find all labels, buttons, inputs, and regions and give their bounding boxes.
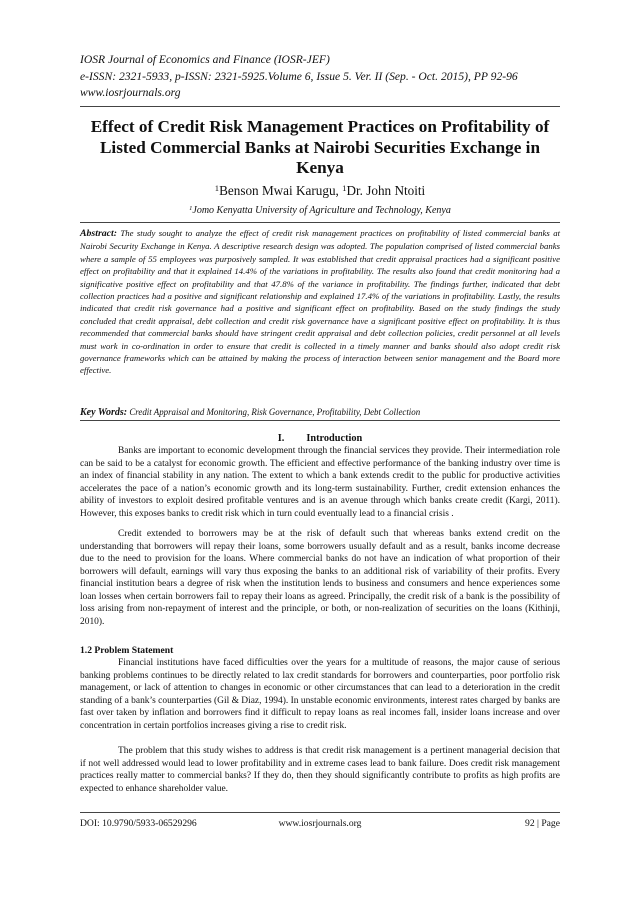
affiliation-line (80, 204, 560, 217)
abstract-bottom-divider (80, 420, 560, 421)
problem-paragraph-1 (80, 657, 560, 732)
section-number: I. (277, 433, 285, 444)
paragraph-text: Financial institutions have faced difficulties over the years for a multitude of reasons, the major cause of serious banking problems continues to be directly related to lax credit standards for borrowers and counterparties, poor portfolio risk management, or lack of attention to changes in economic or other circumstances that can lead to a deterioration in the credit standing of a bank’s counterparties (Gil & Diaz, 1994). In unstable economic environments, interest rates charged by banks are fast over taken by inflation and borrowers find it difficult to repay loans as real incomes fall, insider loans increase and over concentration in certain portfolios increases giving a rise to credit risk. (80, 658, 560, 731)
footer-divider (80, 812, 560, 813)
journal-issn: e-ISSN: 2321-5933, p-ISSN: 2321-5925.Volume 6, Issue 5. Ver. II (Sep. - Oct. 2015), PP 92-96 (80, 69, 518, 83)
keywords-label: Key Words: (80, 407, 128, 418)
affiliation-text: Jomo Kenyatta University of Agriculture and Technology, Kenya (192, 205, 451, 216)
author2-superscript: 1 (342, 183, 347, 194)
paragraph-text: Banks are important to economic development through the financial services they provide. Their intermediation role can be said to be a catalyst for economic growth. The efficient and effective performance of the banking industry over time is an index of financial stability in any nation. The extent to which a bank extends credit to the public for productive activities accelerates the pace of a nation’s economic growth and its long-term sustainability. Further, credit extension enhances the ability of investors to exploit desired profitable ventures and is an avenue through which banks create credit (Kargi, 2011). However, this exposes banks to credit risk which in turn could eventually lead to a financial crisis . (80, 446, 560, 519)
author2-name: Dr. John Ntoiti (346, 183, 426, 198)
subsection-heading: 1.2 Problem Statement (80, 645, 174, 656)
footer-website: www.iosrjournals.org (278, 818, 362, 829)
paragraph-text: The problem that this study wishes to address is that credit risk management is a pertinent managerial decision that if not well addressed would lead to lower profitability and in extreme cases lead to bank failure. Does credit risk management practices really matter to commercial banks? If they do, then they should significantly contribute to profits as high profits are expected to enhance shareholder value. (80, 746, 560, 794)
author1-name: Benson Mwai Karugu, (219, 183, 343, 198)
footer-doi: DOI: 10.9790/5933-06529296 (80, 818, 197, 829)
header-divider (80, 106, 560, 107)
author1-superscript: 1 (214, 183, 220, 194)
paper-title: Effect of Credit Risk Management Practices on Profitability of Listed Commercial Banks at Nairobi Securities Exchange in Kenya (90, 117, 550, 177)
section-heading (80, 432, 560, 445)
keywords-text: Credit Appraisal and Monitoring, Risk Governance, Profitability, Debt Collection (129, 407, 421, 417)
affiliation-superscript: 1 (189, 205, 193, 213)
paragraph-text: Credit extended to borrowers may be at the risk of default such that whereas banks extend credit on the understanding that borrowers will repay their loans, some borrowers usually default and as a result, banks income decrease due to the need to provision for the loans. Where commercial banks do not have an indication of what proportion of their borrowers will default, earnings will vary thus exposing the banks to an additional risk of variability of their profits. Every financial institution bears a degree of risk when the institution lends to business and consumers and hence experiences some loan losses when certain borrowers fail to repay their loans as agreed. Principally, the credit risk of a bank is the possibility of loss arising from non-repayment of interest and the principle, or both, or non-realization of securities on the loans (Kithinji, 2010). (80, 529, 560, 627)
intro-paragraph-1 (80, 445, 560, 520)
abstract-text: The study sought to analyze the effect of credit risk management practices on profitability of listed commercial banks at Nairobi Security Exchange in Kenya. A descriptive research design was adopted. The population comprised of listed commercial banks where a sample of 55 employees was purposively sampled. It was established that credit appraisal practices had a significant positive effect on profitability and that it explained 14.4% of the variations in profitability. The results also found that credit monitoring had a significative positive effect on profitability and that 47.8% of the variance in profitability. The findings further, indicated that debt collection practices had a positive and significant relationship and explained 17.4% of the variations in profitability. Lastly, the results indicated that credit risk governance had a positive and significant effect on profitability. Based on the study findings the study concluded that credit appraisal, debt collection and credit risk governance have a significant positive effect on profitability. It is thus recommended that commercial banks should have stringent credit appraisal and debt collection policies, credit personnel at all levels must work in co-ordination in order to ensure that credit is collected in a timely manner and banks should also adopt credit risk governance frameworks which can be attained by making the process of interaction between senior management and the Board more effective. (80, 228, 560, 376)
problem-paragraph-2 (80, 745, 560, 795)
author-line (80, 183, 560, 199)
abstract-top-divider (80, 222, 560, 223)
journal-website: www.iosrjournals.org (80, 86, 181, 99)
page-footer (80, 817, 560, 831)
abstract (80, 227, 560, 377)
journal-name: IOSR Journal of Economics and Finance (IOSR-JEF) (80, 53, 330, 66)
keywords (80, 406, 560, 419)
footer-page-number: 92 | Page (525, 818, 560, 829)
abstract-label: Abstract: (80, 228, 118, 239)
journal-header (80, 52, 560, 102)
section-title: Introduction (306, 433, 363, 444)
intro-paragraph-2 (80, 528, 560, 628)
